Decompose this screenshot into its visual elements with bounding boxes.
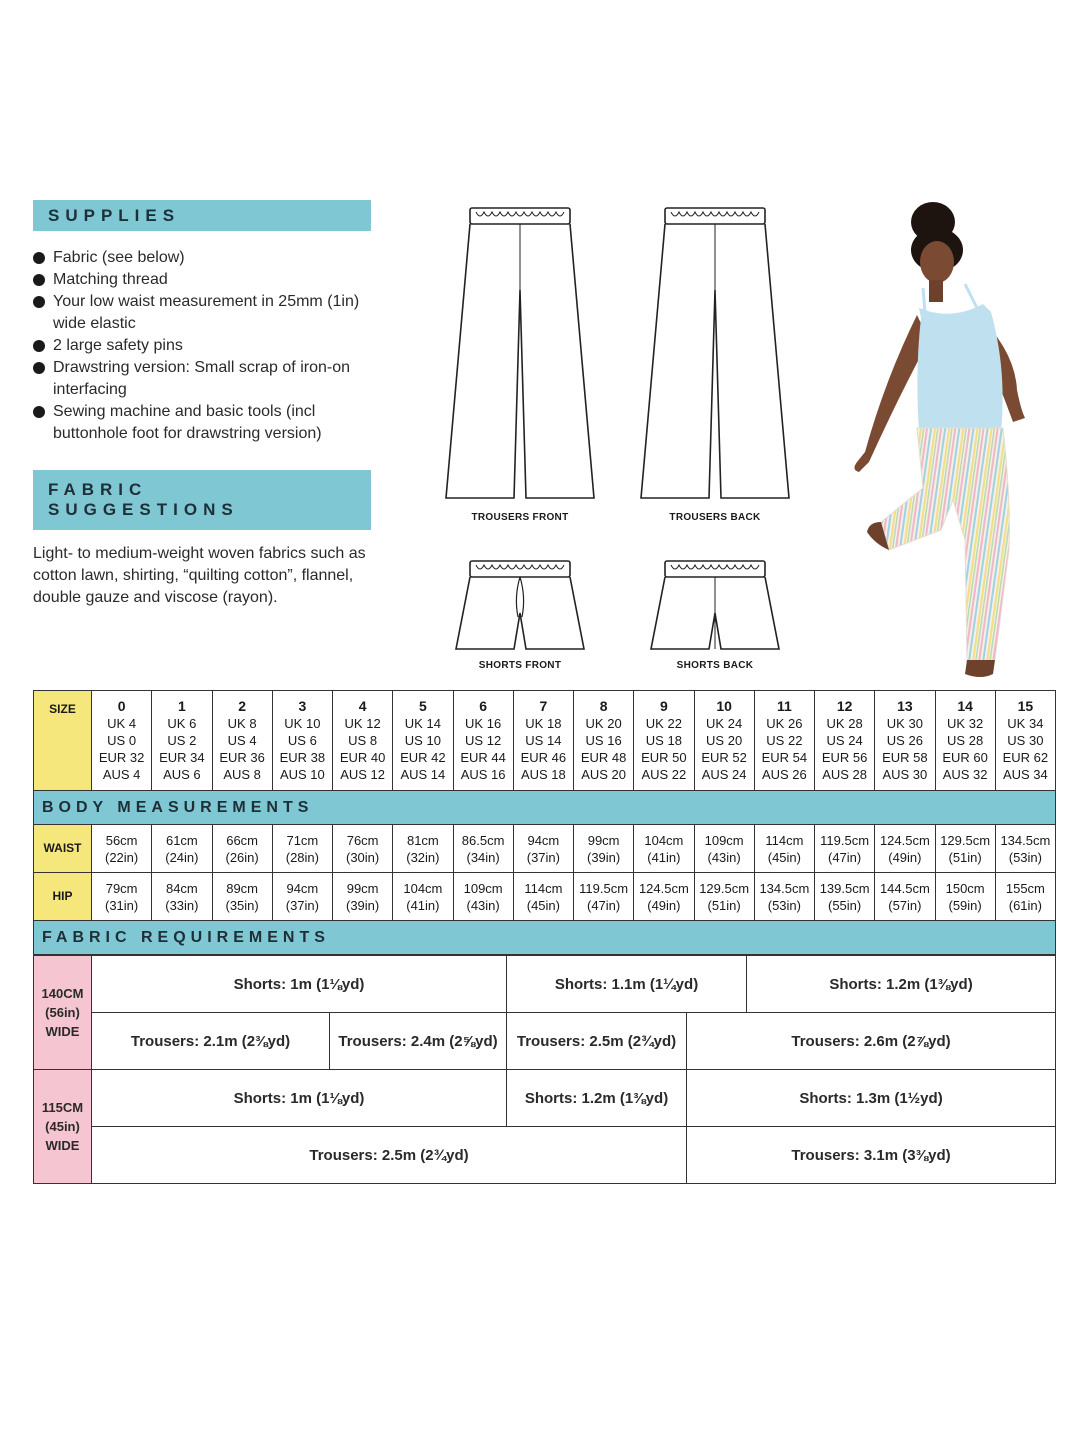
size-eur: EUR 34 [159, 750, 205, 765]
trousers-requirement: Trousers: 2.1m (2⅜yd) [92, 1013, 330, 1070]
size-aus: AUS 32 [942, 767, 988, 782]
size-us: US 6 [287, 733, 317, 748]
waist-cm: 56cm [105, 832, 138, 848]
hip-cell [453, 873, 513, 921]
waist-cell [333, 825, 393, 873]
size-aus: AUS 6 [163, 767, 201, 782]
waist-in: (49in) [888, 849, 922, 865]
trousers-requirement: Trousers: 2.5m (2¾yd) [92, 1127, 687, 1184]
waist-cm: 76cm [346, 832, 379, 848]
size-uk: UK 26 [766, 716, 803, 731]
hip-cell [513, 873, 573, 921]
size-num: 10 [716, 698, 732, 714]
waist-cell [574, 825, 634, 873]
hip-cell [393, 873, 453, 921]
hip-in: (39in) [346, 897, 380, 913]
hip-in: (33in) [165, 897, 199, 913]
waist-in: (37in) [526, 849, 560, 865]
waist-cm: 71cm [286, 832, 319, 848]
size-us: US 0 [107, 733, 137, 748]
size-uk: UK 20 [585, 716, 622, 731]
fabric-requirements-heading: FABRIC REQUIREMENTS [34, 921, 1056, 955]
size-eur: EUR 38 [279, 750, 326, 765]
body-measurements-heading: BODY MEASUREMENTS [34, 791, 1056, 825]
size-cell [152, 691, 212, 791]
hip-cm: 104cm [403, 880, 443, 896]
hip-in: (55in) [828, 897, 862, 913]
hip-label: HIP [34, 873, 92, 921]
trousers-requirement: Trousers: 2.4m (2⅝yd) [330, 1013, 507, 1070]
supplies-list [33, 247, 393, 445]
hip-in: (37in) [285, 897, 319, 913]
size-uk: UK 24 [706, 716, 743, 731]
hip-cm: 155cm [1005, 880, 1045, 896]
waist-cell [212, 825, 272, 873]
size-eur: EUR 56 [821, 750, 868, 765]
shorts-back-drawing [645, 555, 785, 655]
size-num: 15 [1017, 698, 1034, 714]
fabric-width-label-140 [34, 956, 92, 1070]
trousers-requirement: Trousers: 3.1m (3⅜yd) [687, 1127, 1056, 1184]
body-measurements-band [34, 791, 1056, 825]
hip-cm: 84cm [165, 880, 198, 896]
waist-cm: 66cm [226, 832, 259, 848]
hip-in: (47in) [587, 897, 621, 913]
hip-cm: 79cm [105, 880, 138, 896]
hip-cell [995, 873, 1055, 921]
trousers-front-label: TROUSERS FRONT [471, 512, 569, 523]
size-cell [393, 691, 453, 791]
waist-cm: 99cm [587, 832, 620, 848]
hip-cell [935, 873, 995, 921]
hip-in: (57in) [888, 897, 922, 913]
size-uk: UK 10 [284, 716, 321, 731]
size-cell [875, 691, 935, 791]
waist-cm: 61cm [165, 832, 198, 848]
waist-cell [875, 825, 935, 873]
fabric-suggestions-text: Light- to medium-weight woven fabrics such as cotton lawn, shirting, “quilting cotton”, flannel, double gauze and viscose (rayon). [33, 545, 366, 606]
model-photo [845, 200, 1045, 682]
size-us: US 18 [645, 733, 682, 748]
size-cell [995, 691, 1055, 791]
waist-cm: 104cm [644, 832, 684, 848]
hip-in: (49in) [647, 897, 681, 913]
shorts-back-label: SHORTS BACK [676, 660, 754, 671]
waist-cell [272, 825, 332, 873]
waist-cm: 94cm [527, 832, 560, 848]
size-num: 2 [238, 698, 247, 714]
shorts-requirement: Shorts: 1.1m (1¼yd) [507, 956, 747, 1013]
hip-cell [92, 873, 152, 921]
size-cell [574, 691, 634, 791]
size-cell [92, 691, 152, 791]
shorts-requirement: Shorts: 1m (1⅛yd) [92, 956, 507, 1013]
size-aus: AUS 22 [641, 767, 687, 782]
size-us: US 10 [404, 733, 441, 748]
hip-in: (43in) [466, 897, 500, 913]
size-cell [634, 691, 694, 791]
trousers-back-drawing [635, 200, 795, 505]
size-uk: UK 16 [465, 716, 502, 731]
size-num: 1 [177, 698, 186, 714]
size-eur: EUR 44 [460, 750, 506, 765]
hip-in: (51in) [707, 897, 741, 913]
size-aus: AUS 14 [400, 767, 446, 782]
heading-line: SUGGESTIONS [48, 500, 239, 519]
waist-cell [634, 825, 694, 873]
hip-cm: 119.5cm [579, 880, 629, 896]
hip-in: (35in) [225, 897, 259, 913]
hip-cm: 124.5cm [638, 880, 689, 896]
size-eur: EUR 52 [701, 750, 747, 765]
size-uk: UK 14 [404, 716, 441, 731]
fabric-requirements-band [34, 921, 1056, 955]
size-us: US 4 [227, 733, 257, 748]
list-item: Fabric (see below) [33, 247, 393, 269]
size-aus: AUS 18 [520, 767, 566, 782]
hip-cm: 129.5cm [699, 880, 750, 896]
hip-cell [152, 873, 212, 921]
hip-cm: 94cm [286, 880, 319, 896]
waist-cell [393, 825, 453, 873]
waist-in: (41in) [647, 849, 681, 865]
shorts-requirement: Shorts: 1m (1⅛yd) [92, 1070, 507, 1127]
size-aus: AUS 4 [102, 767, 141, 782]
fabric-row [34, 1070, 1056, 1127]
waist-in: (45in) [767, 849, 801, 865]
hip-cell [815, 873, 875, 921]
size-num: 14 [957, 698, 973, 714]
hip-cell [333, 873, 393, 921]
shorts-requirement: Shorts: 1.2m (1⅜yd) [507, 1070, 687, 1127]
hip-cell [212, 873, 272, 921]
size-num: 11 [776, 698, 792, 714]
fabric-requirements-table [33, 955, 1056, 1184]
hip-cm: 134.5cm [759, 880, 810, 896]
size-us: US 16 [585, 733, 622, 748]
waist-in: (43in) [707, 849, 741, 865]
size-uk: UK 4 [107, 716, 137, 731]
hip-in: (45in) [526, 897, 560, 913]
size-eur: EUR 40 [339, 750, 386, 765]
shorts-front-drawing [450, 555, 590, 655]
size-aus: AUS 16 [460, 767, 506, 782]
size-cell [754, 691, 814, 791]
size-us: US 12 [465, 733, 502, 748]
label-line: WIDE [45, 1024, 80, 1039]
size-num: 3 [298, 698, 307, 714]
size-aus: AUS 20 [581, 767, 627, 782]
size-uk: UK 6 [167, 716, 197, 731]
waist-in: (22in) [105, 849, 139, 865]
waist-cm: 124.5cm [879, 832, 930, 848]
shorts-front-label: SHORTS FRONT [478, 660, 562, 671]
size-aus: AUS 26 [761, 767, 807, 782]
waist-in: (53in) [1008, 849, 1042, 865]
size-num: 9 [659, 698, 668, 714]
waist-cm: 81cm [406, 832, 439, 848]
hip-cm: 150cm [945, 880, 985, 896]
waist-in: (28in) [285, 849, 319, 865]
fabric-width-label-115 [34, 1070, 92, 1184]
waist-cm: 119.5cm [820, 832, 870, 848]
size-num: 0 [117, 698, 126, 714]
hip-cell [634, 873, 694, 921]
list-item: Your low waist measurement in 25mm (1in) wide elastic [33, 291, 393, 335]
size-uk: UK 8 [227, 716, 257, 731]
label-line: WIDE [45, 1138, 80, 1153]
size-num: 8 [599, 698, 608, 714]
size-uk: UK 30 [886, 716, 923, 731]
size-us: US 14 [525, 733, 562, 748]
list-item: Matching thread [33, 269, 393, 291]
size-eur: EUR 36 [219, 750, 265, 765]
waist-label: WAIST [34, 825, 92, 873]
waist-in: (30in) [346, 849, 380, 865]
hip-cm: 99cm [346, 880, 379, 896]
size-us: US 22 [766, 733, 803, 748]
size-cell [694, 691, 754, 791]
hip-cm: 89cm [226, 880, 259, 896]
size-cell [935, 691, 995, 791]
waist-in: (47in) [828, 849, 862, 865]
hip-cm: 114cm [524, 880, 563, 896]
hip-in: (31in) [105, 897, 139, 913]
waist-cm: 129.5cm [940, 832, 991, 848]
hip-in: (41in) [406, 897, 440, 913]
size-aus: AUS 34 [1002, 767, 1048, 782]
hip-cell [574, 873, 634, 921]
waist-cell [815, 825, 875, 873]
size-eur: EUR 54 [761, 750, 808, 765]
size-aus: AUS 12 [340, 767, 386, 782]
waist-cm: 86.5cm [461, 832, 505, 848]
list-item: Drawstring version: Small scrap of iron-on interfacing [33, 357, 393, 401]
waist-in: (32in) [406, 849, 440, 865]
hip-cm: 109cm [463, 880, 503, 896]
size-us: US 20 [706, 733, 743, 748]
size-eur: EUR 58 [882, 750, 928, 765]
waist-in: (34in) [466, 849, 500, 865]
hip-row [34, 873, 1056, 921]
waist-cell [453, 825, 513, 873]
shorts-requirement: Shorts: 1.2m (1⅜yd) [747, 956, 1056, 1013]
size-row [34, 691, 1056, 791]
size-us: US 30 [1007, 733, 1044, 748]
waist-cm: 114cm [765, 832, 804, 848]
label-line: (56in) [45, 1005, 80, 1020]
waist-cell [935, 825, 995, 873]
size-cell [272, 691, 332, 791]
size-aus: AUS 30 [882, 767, 928, 782]
hip-cell [754, 873, 814, 921]
fabric-row [34, 956, 1056, 1013]
size-uk: UK 22 [645, 716, 682, 731]
size-us: US 28 [947, 733, 984, 748]
size-uk: UK 12 [344, 716, 381, 731]
waist-in: (24in) [165, 849, 199, 865]
waist-cell [694, 825, 754, 873]
waist-in: (26in) [225, 849, 259, 865]
size-aus: AUS 8 [223, 767, 261, 782]
hip-in: (61in) [1008, 897, 1042, 913]
size-eur: EUR 32 [98, 750, 145, 765]
hip-in: (59in) [948, 897, 982, 913]
list-item: 2 large safety pins [33, 335, 393, 357]
size-eur: EUR 62 [1002, 750, 1049, 765]
size-num: 7 [539, 698, 548, 714]
size-eur: EUR 46 [520, 750, 567, 765]
size-us: US 2 [167, 733, 197, 748]
size-us: US 24 [826, 733, 863, 748]
size-chart-table [33, 690, 1056, 955]
size-num: 6 [479, 698, 488, 714]
size-us: US 26 [886, 733, 923, 748]
hip-cell [875, 873, 935, 921]
trousers-requirement: Trousers: 2.6m (2⅞yd) [687, 1013, 1056, 1070]
size-aus: AUS 10 [279, 767, 325, 782]
hip-cm: 144.5cm [879, 880, 930, 896]
trousers-front-drawing [440, 200, 600, 505]
size-eur: EUR 60 [942, 750, 988, 765]
hip-cm: 139.5cm [819, 880, 870, 896]
waist-in: (39in) [587, 849, 621, 865]
waist-cell [995, 825, 1055, 873]
label-line: (45in) [45, 1119, 80, 1134]
heading-line: FABRIC [48, 480, 148, 499]
shorts-requirement: Shorts: 1.3m (1½yd) [687, 1070, 1056, 1127]
hip-in: (53in) [767, 897, 801, 913]
size-us: US 8 [348, 733, 378, 748]
supplies-heading: SUPPLIES [33, 200, 371, 231]
waist-in: (51in) [948, 849, 982, 865]
size-eur: EUR 42 [400, 750, 446, 765]
size-cell [212, 691, 272, 791]
size-uk: UK 28 [826, 716, 863, 731]
hip-cell [694, 873, 754, 921]
size-label: SIZE [34, 691, 92, 791]
size-cell [453, 691, 513, 791]
label-line: 115CM [41, 1100, 84, 1115]
list-item: Sewing machine and basic tools (incl buttonhole foot for drawstring version) [33, 401, 393, 445]
waist-cm: 109cm [704, 832, 744, 848]
size-num: 13 [897, 698, 913, 714]
fabric-row [34, 1013, 1056, 1070]
size-cell [815, 691, 875, 791]
size-num: 5 [418, 698, 427, 714]
size-eur: EUR 50 [641, 750, 687, 765]
size-uk: UK 18 [525, 716, 562, 731]
size-chart-body [34, 691, 1056, 955]
waist-cell [152, 825, 212, 873]
size-cell [333, 691, 393, 791]
trousers-requirement: Trousers: 2.5m (2¾yd) [507, 1013, 687, 1070]
waist-cell [92, 825, 152, 873]
size-uk: UK 34 [1007, 716, 1044, 731]
waist-cell [513, 825, 573, 873]
hip-cell [272, 873, 332, 921]
trousers-back-label: TROUSERS BACK [669, 512, 761, 523]
size-aus: AUS 28 [822, 767, 868, 782]
size-num: 12 [836, 698, 853, 714]
waist-row [34, 825, 1056, 873]
size-eur: EUR 48 [580, 750, 627, 765]
size-num: 4 [358, 698, 367, 714]
label-line: 140CM [41, 986, 84, 1001]
waist-cm: 134.5cm [1000, 832, 1051, 848]
size-aus: AUS 24 [701, 767, 747, 782]
waist-cell [754, 825, 814, 873]
size-cell [513, 691, 573, 791]
size-uk: UK 32 [947, 716, 984, 731]
fabric-row [34, 1127, 1056, 1184]
fabric-suggestions-heading [33, 470, 371, 530]
